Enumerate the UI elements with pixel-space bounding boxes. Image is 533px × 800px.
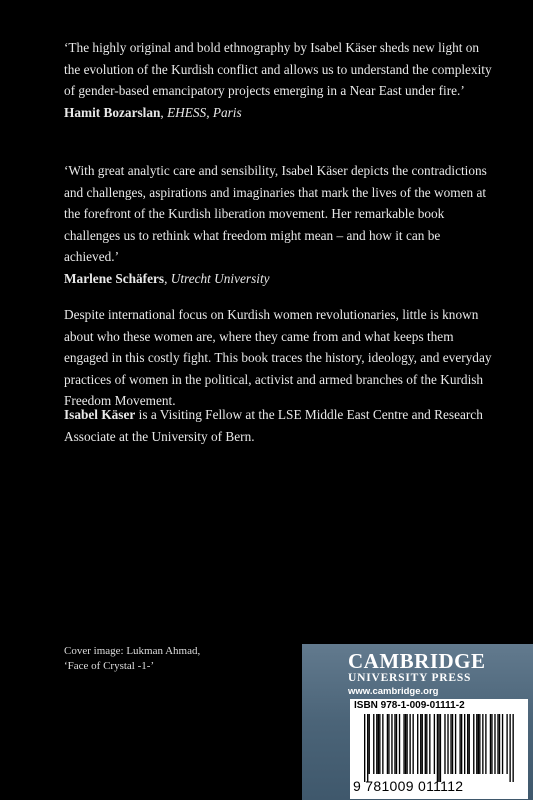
barcode-bar [512, 714, 513, 782]
barcode-bar [379, 714, 380, 774]
barcode-bar [399, 714, 400, 774]
barcode-bar [437, 714, 438, 782]
barcode-bar [464, 714, 465, 774]
barcode-bar [485, 714, 486, 774]
author-name: Isabel Käser [64, 407, 136, 422]
publisher-logo: CAMBRIDGE [348, 649, 486, 673]
barcode-bar [405, 714, 406, 774]
barcode-bar [387, 714, 388, 774]
bio-text: is a Visiting Fellow at the LSE Middle East Centre and Research Associate at the University of Bern. [64, 407, 483, 444]
barcode-bar [373, 714, 374, 774]
barcode-bar [478, 714, 479, 774]
barcode-bar [434, 714, 435, 774]
barcode-bar [452, 714, 453, 774]
barcode-bar [491, 714, 492, 774]
isbn-label: ISBN 978-1-009-01111-2 [354, 700, 465, 711]
barcode-bar [506, 714, 507, 774]
barcode-bar [396, 714, 397, 774]
barcode-bar [467, 714, 468, 774]
author-bio [64, 404, 494, 447]
barcode-bar [482, 714, 483, 774]
barcode-bar [382, 714, 383, 774]
barcode-bar [426, 714, 427, 774]
barcode-box [350, 699, 528, 799]
quote-affiliation: Utrecht University [170, 270, 270, 286]
credit-line-2: ‘Face of Crystal -1-’ [64, 660, 155, 672]
barcode-bar [497, 714, 498, 774]
barcode-bar [440, 714, 441, 782]
barcode-bar [376, 714, 377, 774]
endorsement-quote-2 [64, 160, 494, 289]
barcode-bar [388, 714, 389, 774]
barcode-bar [364, 714, 365, 782]
publisher-website: www.cambridge.org [348, 686, 439, 697]
barcode-bar [425, 714, 426, 774]
barcode-bar [420, 714, 421, 774]
barcode-bar [429, 714, 430, 774]
quote-text: ‘The highly original and bold ethnography by Isabel Käser sheds new light on the evolution of the Kurdish conflict and allows us to understand the complexity of gender-based emancipatory projects emerging in a Near East under fire.’ [64, 40, 492, 98]
ean-text: 9 781009 011112 [353, 778, 464, 794]
barcode-bar [502, 714, 503, 774]
barcode-bar [412, 714, 413, 774]
barcode-bar [490, 714, 491, 774]
barcode-bar [367, 714, 368, 782]
book-description [64, 304, 494, 412]
barcode-bar [479, 714, 480, 774]
barcode-bar [455, 714, 456, 774]
description-text: Despite international focus on Kurdish women revolutionaries, little is known about who these women are, where they came from and what keeps them engaged in this costly fight. This book traces the history, ideology, and everyday practices of women in the political, activist and armed branches of the Kurdish Freedom Movement. [64, 307, 492, 408]
barcode-bar [391, 714, 392, 774]
publisher-panel [302, 644, 533, 800]
barcode-bar [409, 714, 410, 774]
quote-text: ‘With great analytic care and sensibility, Isabel Käser depicts the contradictions and challenges, aspirations and imaginaries that mark the lives of the women at the forefront of the Kurdish liberation movement. Her remarkable book challenges us to rethink what freedom might mean – and how it can be achieved.’ [64, 163, 487, 264]
barcode-bar [417, 714, 418, 774]
publisher-subtitle: UNIVERSITY PRESS [348, 672, 472, 684]
barcode-bar [494, 714, 495, 774]
barcode-bar [378, 714, 379, 774]
barcode-bar [469, 714, 470, 774]
barcode-bar [509, 714, 510, 782]
barcode-bar [473, 714, 474, 774]
barcode-bar [406, 714, 407, 774]
barcode-icon [364, 714, 514, 782]
quote-author: Marlene Schäfers [64, 270, 165, 286]
credit-line-1: Cover image: Lukman Ahmad, [64, 645, 201, 657]
endorsement-quote-1 [64, 37, 494, 123]
barcode-bar [403, 714, 404, 774]
barcode-bar [459, 714, 460, 774]
quote-attribution: Marlene Schäfers, Utrecht University [64, 270, 270, 286]
cover-image-credit [64, 644, 200, 674]
barcode-bar [394, 714, 395, 774]
barcode-bar [447, 714, 448, 774]
barcode-bar [476, 714, 477, 774]
barcode-bar [461, 714, 462, 774]
quote-attribution: Hamit Bozarslan, EHESS, Paris [64, 104, 242, 120]
barcode-bar [422, 714, 423, 774]
quote-affiliation: EHESS, Paris [167, 104, 242, 120]
barcode-bar [438, 714, 439, 782]
barcode-bar [499, 714, 500, 774]
barcode-bar [450, 714, 451, 774]
barcode-bar [444, 714, 445, 774]
quote-author: Hamit Bozarslan [64, 104, 161, 120]
barcode-bar [369, 714, 370, 774]
